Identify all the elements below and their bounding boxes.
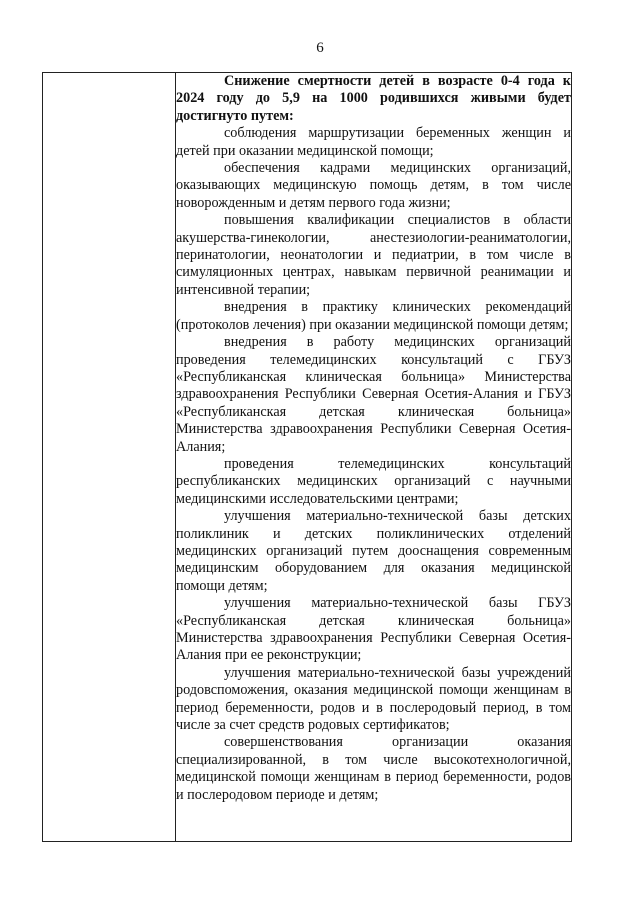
list-item: совершенствования организации оказания специализированной, в том числе высокотехнологичной, медицинской помощи женщинам в период беременности, родов и послеродовом периоде и детям; bbox=[176, 734, 571, 803]
section-heading: Снижение смертности детей в возрасте 0-4 года к 2024 году до 5,9 на 1000 родившихся живыми будет достигнуто путем: bbox=[176, 73, 571, 124]
list-item: повышения квалификации специалистов в области акушерства-гинекологии, анестезиологии-реаниматологии, перинатологии, неонатологии и педиатрии, в том числе в симуляционных центрах, навыкам первичной реанимации и интенсивной терапии; bbox=[176, 212, 571, 298]
text-cell bbox=[176, 73, 572, 842]
list-item: улучшения материально-технической базы ГБУЗ «Республиканская детская клиническая больница» Министерства здравоохранения Республики Северная Осетия-Алания при ее реконструкции; bbox=[176, 595, 571, 664]
table-row bbox=[43, 73, 572, 842]
content-table bbox=[42, 72, 572, 842]
list-item: улучшения материально-технической базы учреждений родовспоможения, оказания медицинской помощи женщинам в период беременности, родов и в послеродовый период, в том числе за счет средств родовых сертификатов; bbox=[176, 664, 571, 734]
list-item: обеспечения кадрами медицинских организаций, оказывающих медицинскую помощь детям, в том числе новорожденным и детям первого года жизни; bbox=[176, 160, 571, 211]
empty-left-cell bbox=[43, 73, 176, 842]
page-number: 6 bbox=[316, 40, 324, 56]
list-item: проведения телемедицинских консультаций республиканских медицинских организаций с научными медицинскими исследовательскими центрами; bbox=[176, 455, 571, 507]
list-item: внедрения в практику клинических рекомендаций (протоколов лечения) при оказании медицинской помощи детям; bbox=[176, 299, 571, 333]
list-item: внедрения в работу медицинских организаций проведения телемедицинских консультаций с ГБУЗ «Республиканская клиническая больница» Министерства здравоохранения Республики Северная Осетия-Алания и ГБУЗ «Республиканская детская клиническая больница» Министерства здравоохранения Республики Северная Осетия-Алания; bbox=[176, 334, 571, 455]
list-item: улучшения материально-технической базы детских поликлиник и детских поликлинических отделений медицинских организаций путем дооснащения современным медицинским оборудованием для оказания медицинской помощи детям; bbox=[176, 508, 571, 594]
list-item: соблюдения маршрутизации беременных женщин и детей при оказании медицинской помощи; bbox=[176, 125, 571, 159]
